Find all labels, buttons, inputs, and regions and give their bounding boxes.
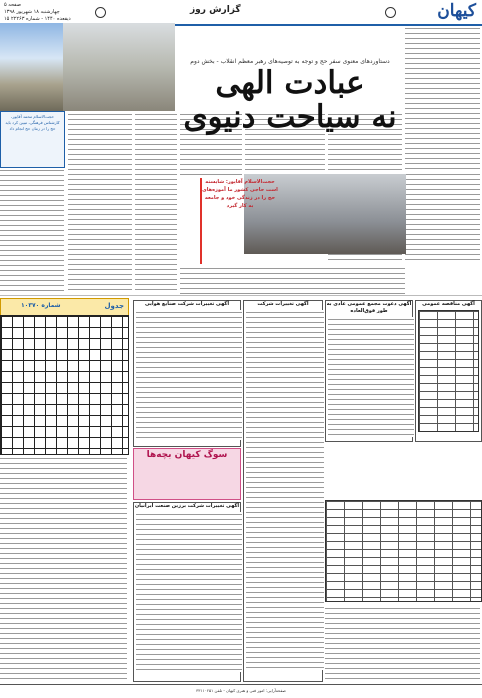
footer: صفحه‌آرایی: امور فنی و هنری کیهان - تلفن ۳۳۱۱۰۲۵۱ [0,684,482,698]
ad-box [133,502,241,682]
newspaper-logo: کیهان [437,1,476,21]
ad-title: آگهی مناقصه عمومی [422,301,475,307]
crossword-clues [0,456,127,682]
issue-number: ۱۵ ذیقعده ۱۴۴۰ - شماره ۲۲۲۶۳ [4,16,71,22]
crossword-header [0,298,129,316]
article-column [180,266,405,294]
issue-date: چهارشنبه ۱۸ شهریور ۱۳۹۸ [4,9,60,15]
compass-icon [385,7,396,18]
ad-title: آگهی تغییرات شرکت برزین صنعت ایرانیان [134,503,240,509]
hajj-photo [0,23,63,111]
article-column [405,26,480,171]
article-column [135,112,177,292]
ad-box [415,300,482,442]
promo-ad [133,448,241,500]
photo-caption: حجت‌الاسلام محمد آقاپور، کارشناس فرهنگی، تبیین کرد باید حج را در زمان حج انجام داد [5,114,60,131]
promo-ad-text: سوگ کیهان بچه‌ها [146,450,228,460]
main-headline [175,58,405,134]
ad-text [325,606,480,680]
crossword-number: شماره ۱۰۳۷۰ [21,302,61,309]
pull-quote [200,178,278,264]
ad-box [325,300,413,442]
section-title: گزارش روز [190,5,241,15]
article-column [68,112,132,292]
article-column [0,168,64,292]
ad-title: آگهی تغییرات شرکت [257,301,309,307]
crossword-grid [0,315,129,455]
ad-table [325,500,482,602]
photo-caption-box [0,111,65,168]
headline-title-2: نه سیاحت دنیوی [183,99,397,135]
pull-quote-text: حجت‌الاسلام آقاپور: شایسته است حاجی کشور ما آموزه‌های حج را در زندگی خود و جامعه به کار گیرد [202,179,278,209]
kaaba-photo [63,23,175,111]
article-column [405,172,480,260]
section-divider [0,295,482,296]
compass-icon [95,7,106,18]
ad-box [133,300,241,447]
page-number: صفحه ۵ [4,2,21,8]
headline-kicker: دستاوردهای معنوی سفر حج و توجه به توصیه‌های رهبر معظم انقلاب - بخش دوم [190,58,390,65]
headline-title-1: عبادت الهی [215,65,365,101]
ad-box [243,300,323,682]
crossword-title: جدول [104,302,124,310]
ad-title: آگهی دعوت مجمع عمومی عادی به طور فوق‌العاده [326,301,412,314]
ad-title: آگهی تغییرات شرکت صنایع هوایی [144,301,230,307]
issue-info [4,2,71,23]
